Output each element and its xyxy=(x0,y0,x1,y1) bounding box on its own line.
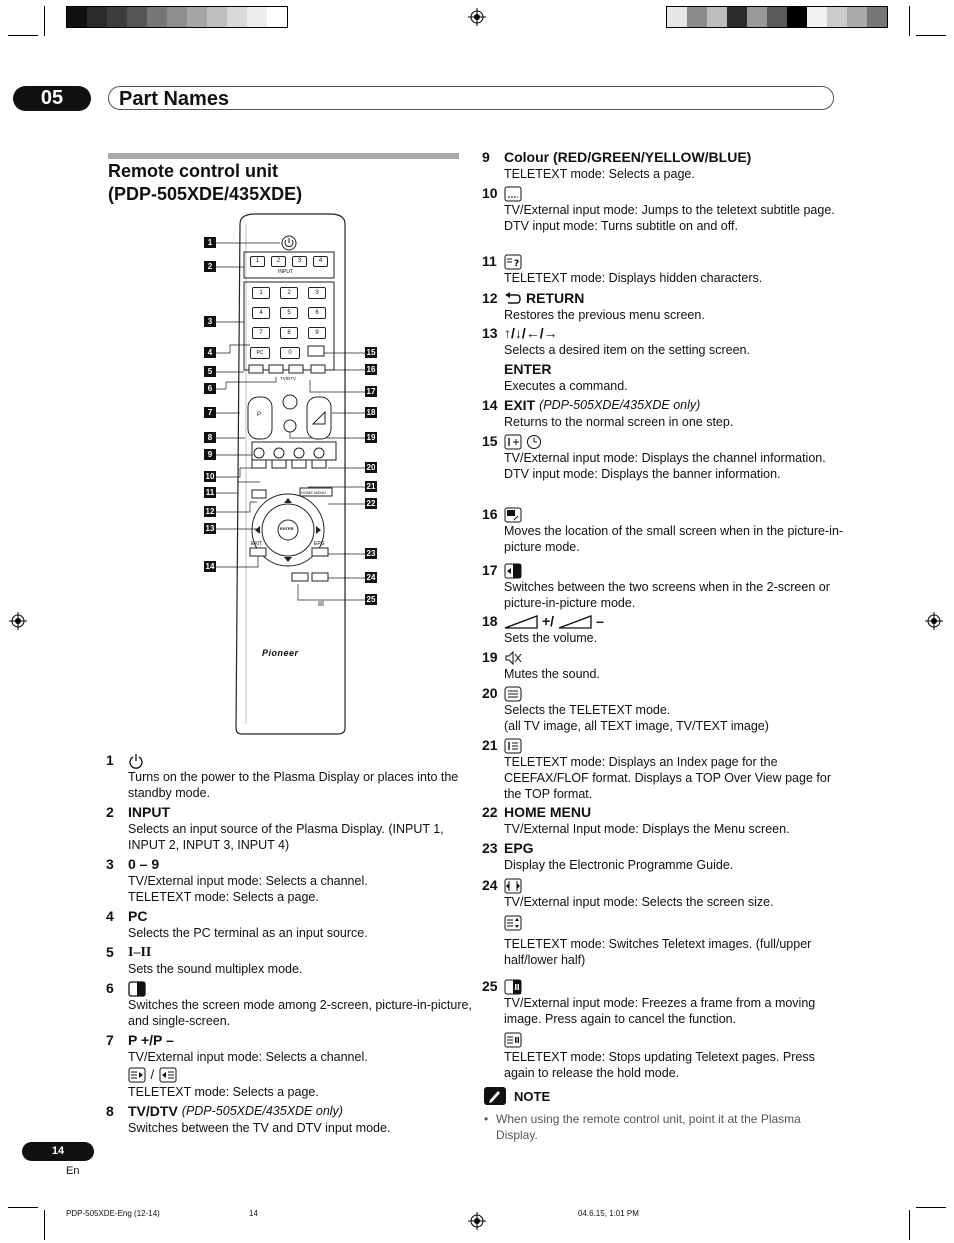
input-3-button[interactable]: 3 xyxy=(292,256,307,267)
mute-icon xyxy=(504,650,522,666)
color-bar-left-swatch xyxy=(147,7,167,27)
callout-15: 15 xyxy=(366,348,376,357)
power-icon xyxy=(128,753,144,769)
item-enter xyxy=(504,361,844,394)
page-up-icon xyxy=(128,1067,146,1083)
item-head xyxy=(504,325,844,342)
callout-11: 11 xyxy=(205,488,215,497)
item-head: INPUT xyxy=(128,804,170,820)
crop-mark xyxy=(8,35,38,36)
num-4-button[interactable]: 4 xyxy=(252,307,270,319)
item-desc-extra: TELETEXT mode: Stops updating Teletext pages. Press again to release the hold mode. xyxy=(504,1050,815,1080)
color-bar-right-swatch xyxy=(847,7,867,27)
item-desc: TV/External input mode: Jumps to the teletext subtitle page. DTV input mode: Turns subtitle on and off. xyxy=(504,203,835,233)
hold-icon xyxy=(504,1032,522,1048)
item-desc: TELETEXT mode: Displays hidden characters. xyxy=(504,271,763,285)
item-17 xyxy=(482,562,844,611)
callout-6: 6 xyxy=(204,383,216,394)
note-title: NOTE xyxy=(514,1088,551,1104)
screen-size-icon xyxy=(504,878,522,894)
footer-center: 14 xyxy=(249,1209,258,1218)
item-number: 2 xyxy=(106,804,114,820)
pip-shift-icon xyxy=(504,507,522,523)
item-desc: Display the Electronic Programme Guide. xyxy=(504,858,734,872)
item-24-extra-icon-wrap xyxy=(504,914,844,932)
item-number: 25 xyxy=(482,978,498,994)
section-title xyxy=(108,160,468,206)
item-number: 16 xyxy=(482,506,498,522)
item-19 xyxy=(482,649,844,682)
item-6 xyxy=(106,980,478,1029)
color-bar-left-swatch xyxy=(227,7,247,27)
item-1 xyxy=(106,752,478,801)
item-desc: Selects the PC terminal as an input source. xyxy=(128,926,368,940)
num-6-button[interactable]: 6 xyxy=(308,307,326,319)
item-head xyxy=(504,506,844,523)
item-number: 8 xyxy=(106,1103,114,1119)
item-desc: Switches the screen mode among 2-screen, picture-in-picture, and single-screen. xyxy=(128,998,472,1028)
item-head xyxy=(504,433,844,450)
item-desc-extra: TELETEXT mode: Selects a page. xyxy=(128,1085,319,1099)
registration-mark-icon xyxy=(468,8,486,26)
num-2-button[interactable]: 2 xyxy=(280,287,298,299)
exit-label: EXIT xyxy=(251,541,263,547)
color-bar-right-swatch xyxy=(727,7,747,27)
color-bar-left-swatch xyxy=(107,7,127,27)
chapter-number: 05 xyxy=(13,86,91,111)
item-head: PC xyxy=(128,908,148,924)
callout-12: 12 xyxy=(205,507,215,516)
color-bar-right-swatch xyxy=(687,7,707,27)
swap-screen-icon xyxy=(504,563,522,579)
return-icon xyxy=(504,292,522,306)
color-bar-right xyxy=(666,6,888,28)
input-2-button[interactable]: 2 xyxy=(271,256,286,267)
item-21 xyxy=(482,737,844,802)
index-icon xyxy=(504,738,522,754)
crop-mark xyxy=(909,6,910,36)
callout-21: 21 xyxy=(366,482,376,491)
item-number: 17 xyxy=(482,562,498,578)
note-box xyxy=(484,1087,834,1143)
item-22 xyxy=(482,804,844,837)
callout-5: 5 xyxy=(204,366,216,377)
num-7-button[interactable]: 7 xyxy=(252,327,270,339)
input-label: INPUT xyxy=(278,269,293,275)
screen-mode-icon xyxy=(128,981,146,997)
num-1-button[interactable]: 1 xyxy=(252,287,270,299)
item-16 xyxy=(482,506,844,555)
callout-1: 1 xyxy=(204,237,216,248)
item-desc: Turns on the power to the Plasma Display or places into the standby mode. xyxy=(128,770,459,800)
color-bar-left-swatch xyxy=(247,7,267,27)
item-desc: TV/External input mode: Displays the channel information. DTV input mode: Displays the banner information. xyxy=(504,451,826,481)
item-number: 20 xyxy=(482,685,498,701)
item-desc: TELETEXT mode: Displays an Index page for the CEEFAX/FLOF format. Displays a TOP Over View page for the TOP format. xyxy=(504,755,831,801)
callout-3: 3 xyxy=(204,316,216,327)
item-head xyxy=(504,397,844,414)
num-3-button[interactable]: 3 xyxy=(308,287,326,299)
item-number: 4 xyxy=(106,908,114,924)
item-8 xyxy=(106,1103,478,1136)
item-5 xyxy=(106,944,478,977)
page-number: 14 xyxy=(22,1142,94,1161)
num-5-button[interactable]: 5 xyxy=(280,307,298,319)
item-desc: TV/External input mode: Selects the screen size. xyxy=(504,895,774,909)
epg-label: EPG xyxy=(314,541,325,547)
item-head xyxy=(504,685,844,702)
registration-mark-icon xyxy=(9,612,27,630)
remote-illustration xyxy=(200,212,390,737)
svg-text:?: ? xyxy=(514,258,520,269)
pencil-note-icon xyxy=(484,1087,506,1105)
clock-icon xyxy=(526,434,542,450)
item-head: EPG xyxy=(504,840,534,856)
item-number: 24 xyxy=(482,877,498,893)
item-24 xyxy=(482,877,844,968)
item-desc: Sets the volume. xyxy=(504,631,598,645)
item-head xyxy=(128,1103,478,1120)
reveal-icon xyxy=(504,254,522,270)
color-bar-left xyxy=(66,6,288,28)
item-head-text: RETURN xyxy=(526,290,585,306)
color-bar-left-swatch xyxy=(267,7,287,27)
num-8-button[interactable]: 8 xyxy=(280,327,298,339)
volume-down-icon xyxy=(558,615,592,629)
item-4 xyxy=(106,908,478,941)
item-desc: Selects the TELETEXT mode. (all TV image, all TEXT image, TV/TEXT image) xyxy=(504,703,769,733)
home-menu-label: HOME MENU xyxy=(301,490,326,495)
callout-20: 20 xyxy=(366,463,376,472)
info-icon xyxy=(504,434,522,450)
item-desc: Selects a desired item on the setting screen. xyxy=(504,343,750,357)
item-9 xyxy=(482,149,844,182)
item-desc: Returns to the normal screen in one step. xyxy=(504,415,734,429)
item-head xyxy=(504,978,844,995)
input-4-button[interactable]: 4 xyxy=(313,256,328,267)
item-head: I–II xyxy=(128,945,152,960)
item-23 xyxy=(482,840,844,873)
pc-button[interactable]: PC xyxy=(250,347,270,359)
color-bar-right-swatch xyxy=(807,7,827,27)
item-number: 21 xyxy=(482,737,498,753)
callout-9: 9 xyxy=(204,449,216,460)
callout-16: 16 xyxy=(366,365,376,374)
item-number: 1 xyxy=(106,752,114,768)
item-desc: TV/External Input mode: Displays the Menu screen. xyxy=(504,822,790,836)
section-rule xyxy=(108,153,459,159)
teletext-icon xyxy=(504,686,522,702)
callout-13: 13 xyxy=(205,524,215,533)
item-head xyxy=(504,649,844,666)
crop-mark xyxy=(909,1210,910,1240)
item-number: 15 xyxy=(482,433,498,449)
color-bar-left-swatch xyxy=(167,7,187,27)
item-2 xyxy=(106,804,478,853)
item-14 xyxy=(482,397,844,430)
section-title-line1: Remote control unit xyxy=(108,161,278,181)
color-bar-left-swatch xyxy=(207,7,227,27)
item-desc: Restores the previous menu screen. xyxy=(504,308,705,322)
chapter-title: Part Names xyxy=(108,86,834,110)
subtitle-icon xyxy=(504,186,522,202)
item-head xyxy=(504,185,844,202)
item-number: 12 xyxy=(482,290,498,306)
item-number: 10 xyxy=(482,185,498,201)
item-head: HOME MENU xyxy=(504,804,592,820)
item-head: +/ – xyxy=(504,613,844,630)
item-head xyxy=(128,980,478,997)
item-desc: Mutes the sound. xyxy=(504,667,600,681)
color-bar-right-swatch xyxy=(707,7,727,27)
color-bar-right-swatch xyxy=(747,7,767,27)
model-note: (PDP-505XDE/435XDE only) xyxy=(539,398,701,412)
item-head xyxy=(128,752,478,769)
item-desc-extra: TELETEXT mode: Switches Teletext images. (full/upper half/lower half) xyxy=(504,937,812,967)
page-down-icon xyxy=(159,1067,177,1083)
item-number: 23 xyxy=(482,840,498,856)
callout-17: 17 xyxy=(366,387,376,396)
callout-22: 22 xyxy=(366,499,376,508)
item-desc: Switches between the two screens when in the 2-screen or picture-in-picture mode. xyxy=(504,580,830,610)
registration-mark-icon xyxy=(468,1212,486,1230)
callout-7: 7 xyxy=(204,407,216,418)
arrow-keys-icon: ↑/↓/←/→ xyxy=(504,325,558,341)
color-bar-right-swatch xyxy=(867,7,887,27)
item-head: Colour (RED/GREEN/YELLOW/BLUE) xyxy=(504,149,752,165)
item-number: 11 xyxy=(482,253,497,269)
item-head-text: EXIT xyxy=(504,397,536,413)
item-head-text: TV/DTV xyxy=(128,1103,178,1119)
item-number: 3 xyxy=(106,856,114,872)
item-desc: TV/External input mode: Selects a channel. TELETEXT mode: Selects a page. xyxy=(128,874,368,904)
crop-mark xyxy=(44,6,45,36)
color-bar-right-swatch xyxy=(827,7,847,27)
callout-19: 19 xyxy=(366,433,376,442)
color-bar-left-swatch xyxy=(187,7,207,27)
item-number: 14 xyxy=(482,397,498,413)
item-head xyxy=(504,253,844,270)
page-lang: En xyxy=(66,1165,80,1177)
item-number: 6 xyxy=(106,980,114,996)
num-9-button[interactable]: 9 xyxy=(308,327,326,339)
input-1-button[interactable]: 1 xyxy=(250,256,265,267)
freeze-icon xyxy=(504,979,522,995)
item-head: ENTER xyxy=(504,361,552,377)
enter-label: ENTER xyxy=(280,526,294,531)
callout-14: 14 xyxy=(205,562,215,571)
item-25-extra-icon-wrap xyxy=(504,1031,844,1049)
item-18 xyxy=(482,613,844,646)
item-7 xyxy=(106,1032,478,1100)
item-number: 22 xyxy=(482,804,498,820)
item-desc: Switches between the TV and DTV input mode. xyxy=(128,1121,391,1135)
footer-left: PDP-505XDE-Eng (12-14) xyxy=(66,1209,160,1218)
crop-mark xyxy=(44,1210,45,1240)
item-number: 5 xyxy=(106,944,114,960)
callout-25: 25 xyxy=(366,595,376,604)
teletext-page-icons: / xyxy=(128,1066,478,1084)
registration-mark-icon xyxy=(925,612,943,630)
callout-2: 2 xyxy=(204,261,216,272)
callout-18: 18 xyxy=(366,408,376,417)
number-pad xyxy=(252,287,328,339)
item-12 xyxy=(482,290,844,323)
item-10 xyxy=(482,185,844,234)
item-number: 9 xyxy=(482,149,490,165)
item-head: 0 – 9 xyxy=(128,856,160,872)
item-desc: Moves the location of the small screen when in the picture-in-picture mode. xyxy=(504,524,844,554)
footer-right: 04.6.15, 1:01 PM xyxy=(578,1209,639,1218)
item-25 xyxy=(482,978,844,1081)
callout-10: 10 xyxy=(205,472,215,481)
crop-mark xyxy=(916,35,946,36)
crop-mark xyxy=(916,1207,946,1208)
item-13 xyxy=(482,325,844,358)
callout-23: 23 xyxy=(366,549,376,558)
item-number: 13 xyxy=(482,325,498,341)
p-label: P xyxy=(257,412,262,418)
volume-up-icon xyxy=(504,615,538,629)
item-desc: TV/External input mode: Selects a channel. xyxy=(128,1050,368,1064)
item-20 xyxy=(482,685,844,734)
pioneer-logo: Pioneer xyxy=(262,648,299,658)
tvdtv-label: TV/DTV xyxy=(280,376,297,381)
item-desc: Executes a command. xyxy=(504,379,628,393)
callout-24: 24 xyxy=(366,573,376,582)
color-bar-left-swatch xyxy=(67,7,87,27)
color-bar-left-swatch xyxy=(87,7,107,27)
item-11 xyxy=(482,253,844,286)
item-number: 18 xyxy=(482,613,498,629)
note-header xyxy=(484,1087,834,1105)
item-head xyxy=(504,562,844,579)
input-buttons xyxy=(250,256,330,267)
item-head: P +/P – xyxy=(128,1032,174,1048)
item-head xyxy=(504,737,844,754)
item-desc: TELETEXT mode: Selects a page. xyxy=(504,167,695,181)
color-bar-right-swatch xyxy=(767,7,787,27)
item-number: 19 xyxy=(482,649,498,665)
item-head xyxy=(504,877,844,894)
crop-mark xyxy=(8,1207,38,1208)
model-note: (PDP-505XDE/435XDE only) xyxy=(181,1104,343,1118)
callout-4: 4 xyxy=(204,347,216,358)
section-title-line2: (PDP-505XDE/435XDE) xyxy=(108,184,303,204)
num-0-button[interactable]: 0 xyxy=(280,347,300,359)
callout-8: 8 xyxy=(204,432,216,443)
note-text: When using the remote control unit, point it at the Plasma Display. xyxy=(496,1112,801,1142)
color-bar-right-swatch xyxy=(667,7,687,27)
color-bar-right-swatch xyxy=(787,7,807,27)
item-number: 7 xyxy=(106,1032,114,1048)
item-desc: TV/External input mode: Freezes a frame from a moving image. Press again to cancel the function. xyxy=(504,996,816,1026)
item-head xyxy=(504,290,844,307)
color-bar-left-swatch xyxy=(127,7,147,27)
item-desc: Sets the sound multiplex mode. xyxy=(128,962,303,976)
item-15 xyxy=(482,433,844,482)
item-desc: Selects an input source of the Plasma Display. (INPUT 1, INPUT 2, INPUT 3, INPUT 4) xyxy=(128,822,444,852)
teletext-size-icon xyxy=(504,915,522,931)
note-bullet: • When using the remote control unit, point it at the Plasma Display. xyxy=(484,1111,834,1143)
item-3 xyxy=(106,856,478,905)
